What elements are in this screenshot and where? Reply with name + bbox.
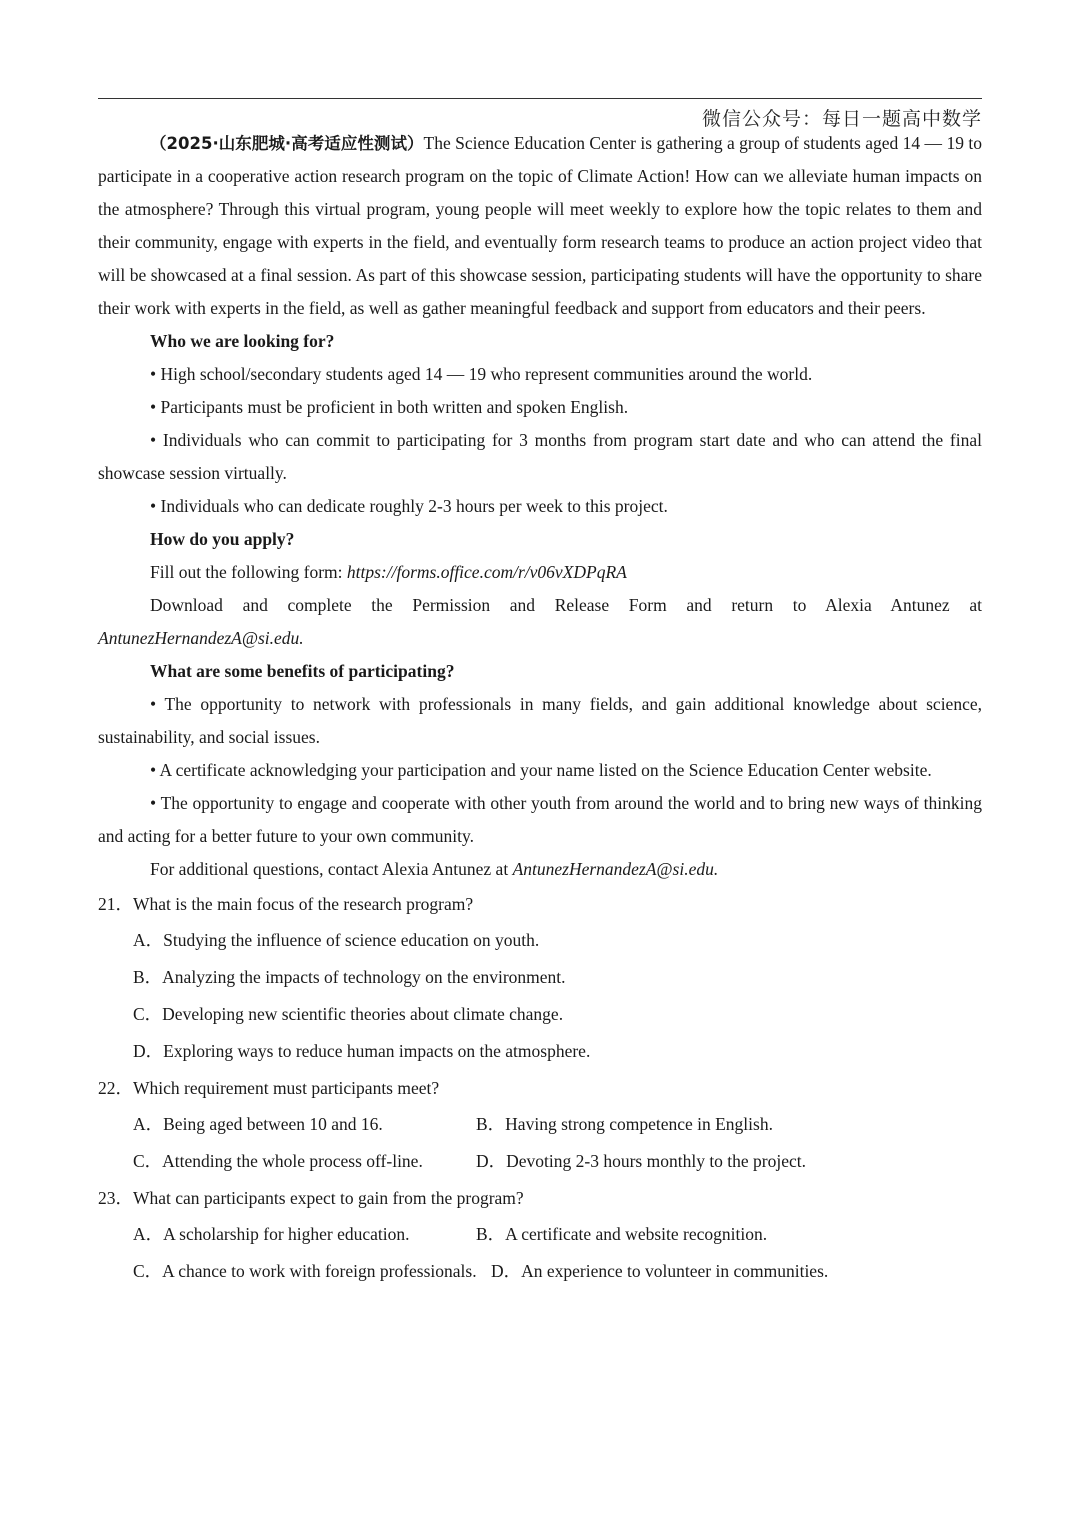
section-heading — [98, 325, 982, 358]
header-rule — [98, 98, 982, 99]
option-a: A．Studying the influence of science education on youth. — [133, 930, 540, 950]
option-row — [98, 1253, 982, 1290]
section-heading — [98, 523, 982, 556]
option-row — [98, 1106, 982, 1143]
option-b: B．Analyzing the impacts of technology on the environment. — [133, 967, 566, 987]
apply-form-label: Fill out the following form: — [150, 562, 347, 582]
option-c: C．Attending the whole process off-line. — [133, 1151, 423, 1171]
option-c: C．Developing new scientific theories about climate change. — [133, 1004, 564, 1024]
option-b: B．Having strong competence in English. — [476, 1114, 773, 1134]
list-item: • The opportunity to engage and cooperate with other youth from around the world and to bring new ways of thinking and acting for a better future to your own community. — [98, 793, 982, 846]
option-row — [98, 1216, 982, 1253]
question-21 — [98, 886, 982, 922]
option-d: D．Exploring ways to reduce human impacts on the atmosphere. — [133, 1041, 591, 1061]
heading-looking: Who we are looking for? — [150, 331, 335, 351]
option-a: A．Being aged between 10 and 16. — [133, 1114, 383, 1134]
question-number: 21． — [98, 894, 133, 914]
contact-line — [98, 853, 982, 886]
form-link[interactable]: https://forms.office.com/r/v06vXDPqRA — [346, 562, 627, 582]
list-item: • A certificate acknowledging your participation and your name listed on the Science Education Center website. — [150, 760, 932, 780]
list-item: • The opportunity to network with professionals in many fields, and gain additional knowledge about science, sustainability, and social issues. — [98, 694, 982, 747]
email-link[interactable]: AntunezHernandezA@si.edu. — [512, 859, 719, 879]
intro-paragraph — [98, 127, 982, 325]
exam-passage — [98, 127, 982, 1290]
question-number: 22． — [98, 1078, 133, 1098]
question-number: 23． — [98, 1188, 133, 1208]
contact-text: For additional questions, contact Alexia Antunez at — [150, 859, 513, 879]
apply-download-text: Download and complete the Permission and Release Form and return to Alexia Antunez at — [150, 595, 982, 615]
option-b: B．A certificate and website recognition. — [476, 1224, 768, 1244]
question-text: What is the main focus of the research program? — [133, 894, 474, 914]
option-row — [98, 1143, 982, 1180]
option-d: D．An experience to volunteer in communities. — [490, 1261, 829, 1281]
email-link[interactable]: AntunezHernandezA@si.edu. — [98, 628, 304, 648]
question-23 — [98, 1180, 982, 1216]
list-item: • Individuals who can commit to participating for 3 months from program start date and who can attend the final showcase session virtually. — [98, 430, 982, 483]
source-label: （2025·山东肥城·高考适应性测试） — [150, 134, 424, 153]
list-item: • Individuals who can dedicate roughly 2-3 hours per week to this project. — [150, 496, 668, 516]
apply-form-line — [98, 556, 982, 589]
watermark: 微信公众号：每日一题高中数学 — [701, 108, 982, 130]
question-text: Which requirement must participants meet? — [133, 1078, 440, 1098]
option-c: C．A chance to work with foreign professionals. — [133, 1261, 477, 1281]
question-text: What can participants expect to gain from the program? — [133, 1188, 524, 1208]
list-item: • High school/secondary students aged 14 — 19 who represent communities around the world. — [150, 364, 813, 384]
apply-download-line — [98, 589, 982, 655]
question-22 — [98, 1070, 982, 1106]
heading-benefits: What are some benefits of participating? — [150, 661, 455, 681]
heading-apply: How do you apply? — [150, 529, 295, 549]
option-a: A．A scholarship for higher education. — [133, 1224, 410, 1244]
section-heading — [98, 655, 982, 688]
option-d: D．Devoting 2-3 hours monthly to the project. — [476, 1151, 807, 1171]
intro-text: The Science Education Center is gathering a group of students aged 14 — 19 to participate in a cooperative action research program on the topic of Climate Action! How can we alleviate human impacts on the atmosphere? Through this virtual program, young people will meet weekly to explore how the topic relates to them and their community, engage with experts in the field, and eventually form research teams to produce an action project video that will be showcased at a final session. As part of this showcase session, participating students will have the opportunity to share their work with experts in the field, as well as gather meaningful feedback and support from educators and their peers. — [98, 133, 982, 318]
list-item: • Participants must be proficient in both written and spoken English. — [150, 397, 629, 417]
